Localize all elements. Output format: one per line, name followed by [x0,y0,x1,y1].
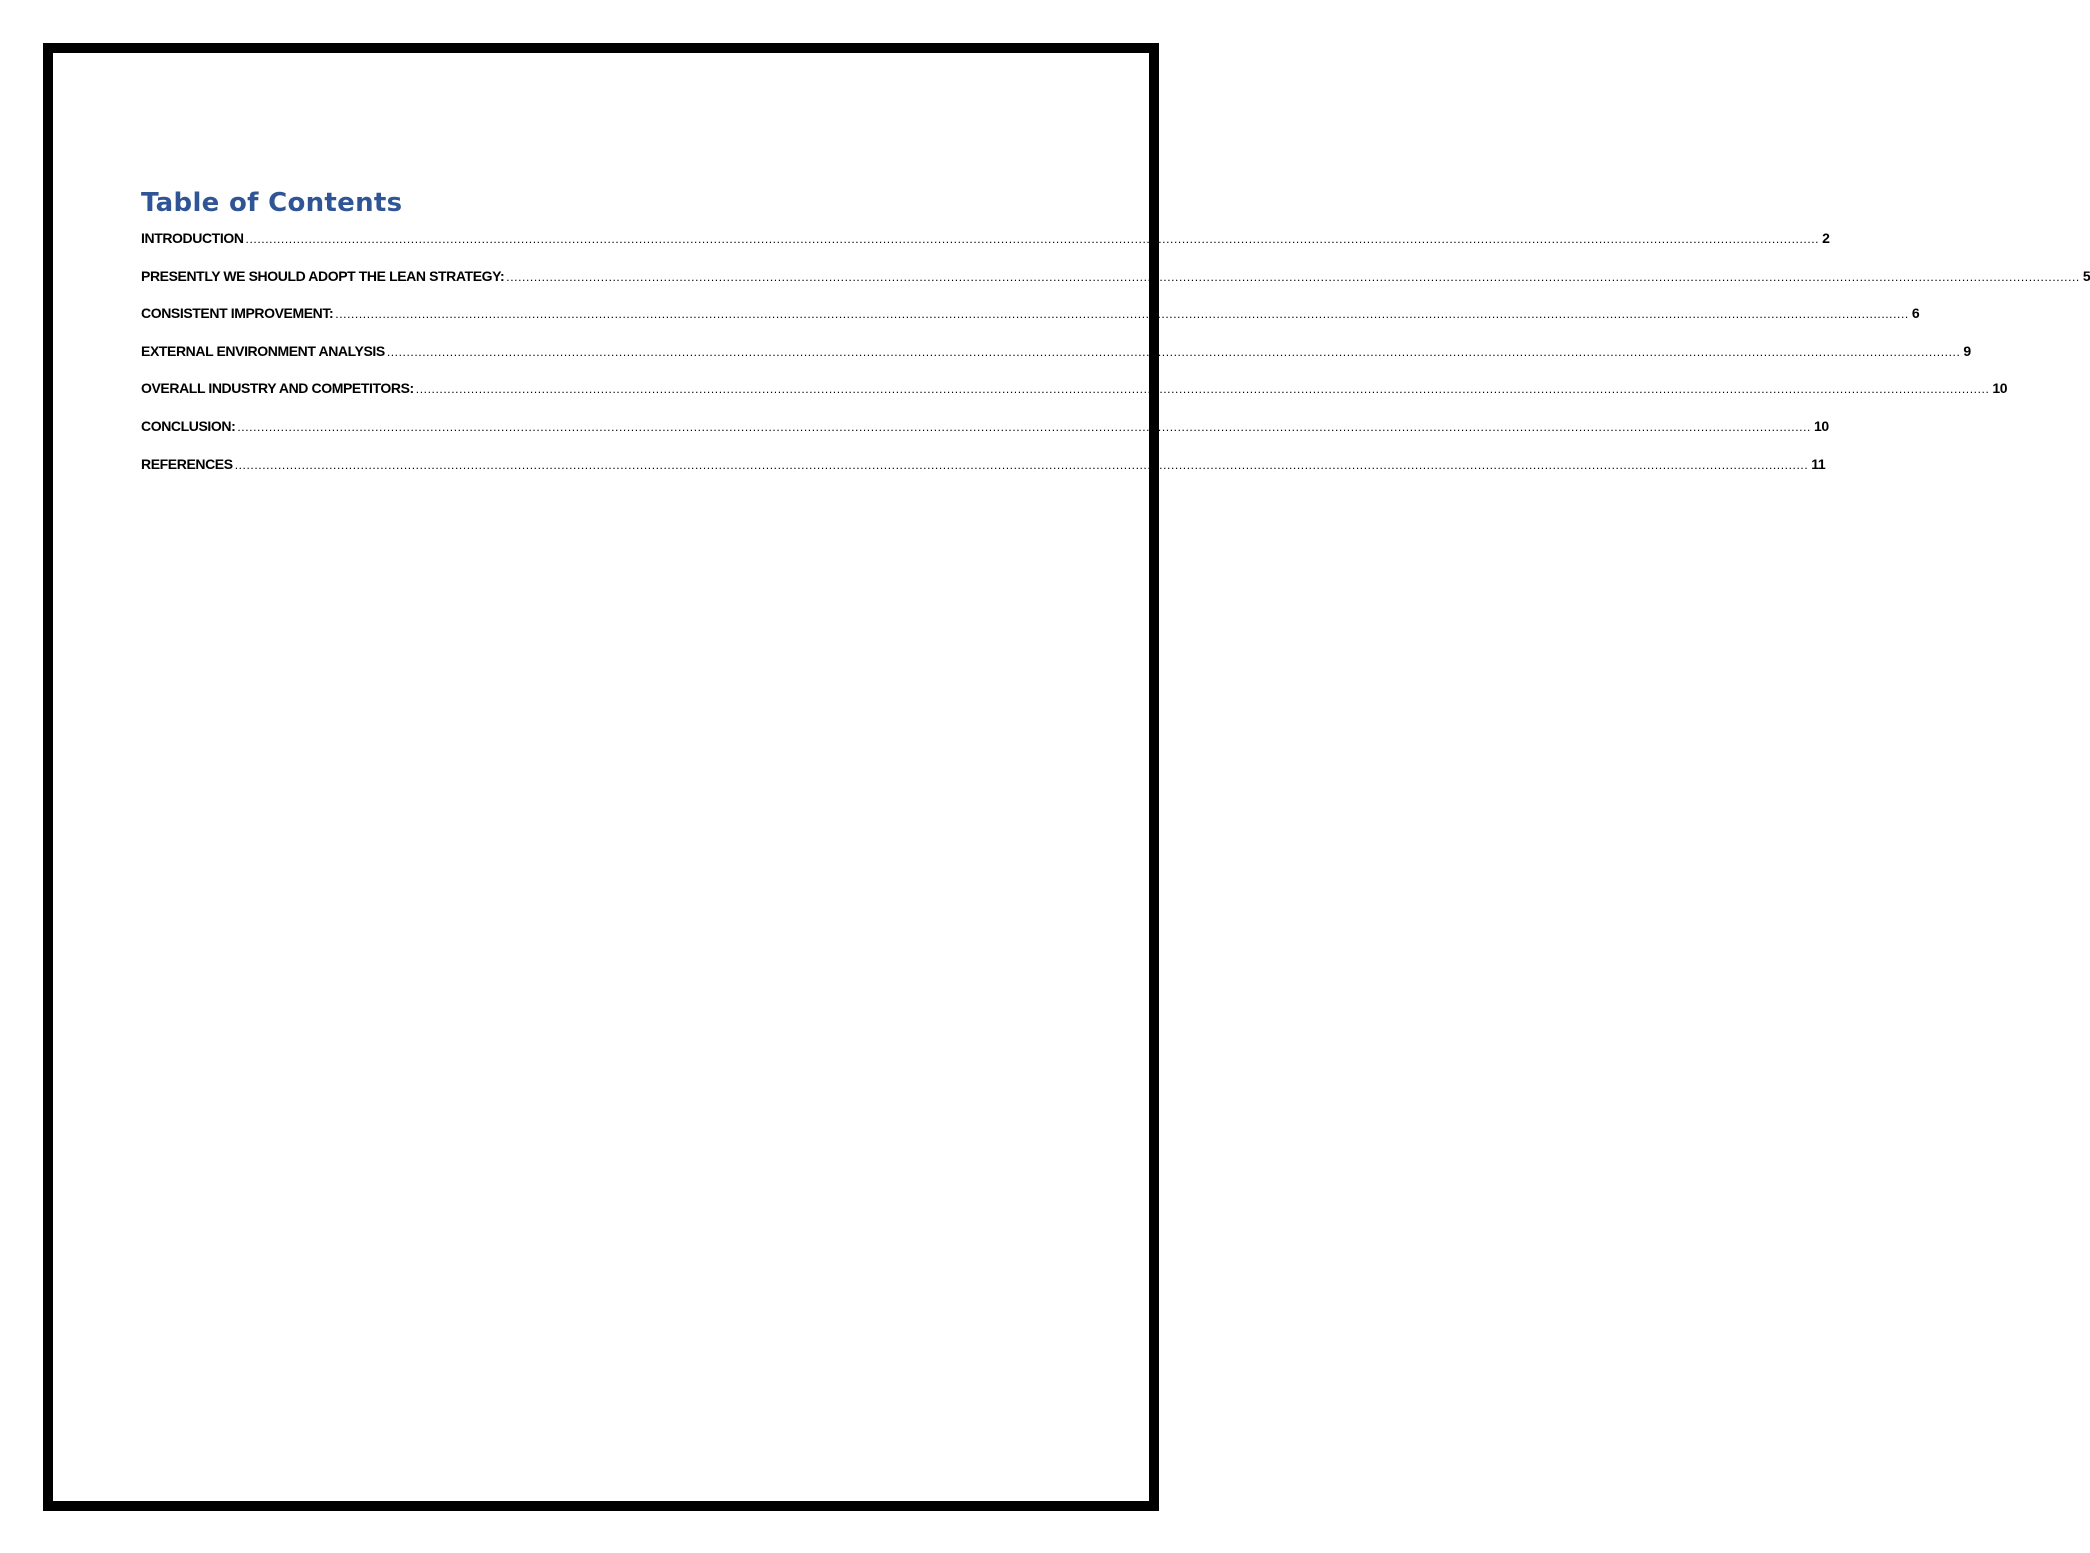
toc-dot-leader: ................................................................................................................................................................................................................................................................................................................................................................................................................ [335,307,1909,322]
table-of-contents [141,186,2090,493]
toc-entry-introduction[interactable] [141,230,1830,268]
toc-dot-leader: ................................................................................................................................................................................................................................................................................................................................................................................................................ [386,344,1961,359]
toc-page-number: 10 [1992,380,2008,397]
toc-dot-leader: ................................................................................................................................................................................................................................................................................................................................................................................................................ [506,269,2080,284]
toc-entry-label: OVERALL INDUSTRY AND COMPETITORS: [141,380,414,397]
toc-entry-label: EXTERNAL ENVIRONMENT ANALYSIS [141,342,385,359]
toc-page-number: 11 [1811,455,1826,472]
toc-page-number: 5 [2082,267,2090,284]
toc-entry-industry-competitors[interactable] [141,380,2008,418]
toc-entry-label: INTRODUCTION [141,230,244,246]
toc-dot-leader: ................................................................................................................................................................................................................................................................................................................................................................................................................ [237,419,1811,434]
toc-entry-conclusion[interactable] [141,417,1829,456]
toc-entry-label: PRESENTLY WE SHOULD ADOPT THE LEAN STRATEGY: [141,267,505,284]
toc-entry-external-environment-analysis[interactable] [141,342,1971,381]
toc-entry-label: CONSISTENT IMPROVEMENT: [141,305,334,322]
toc-entry-consistent-improvement[interactable] [141,305,1920,343]
toc-page-number: 2 [1822,230,1830,246]
toc-page-number: 6 [1911,305,1920,322]
toc-dot-leader: ................................................................................................................................................................................................................................................................................................................................................................................................................ [415,382,1990,397]
toc-entry-references[interactable] [141,455,1826,494]
toc-dot-leader: ................................................................................................................................................................................................................................................................................................................................................................................................................ [245,232,1820,246]
toc-list [141,230,2090,493]
toc-page-number: 10 [1813,417,1829,434]
toc-entry-label: REFERENCES [141,455,233,472]
toc-entry-label: CONCLUSION: [141,417,236,434]
toc-entry-lean-strategy[interactable] [141,267,2090,306]
toc-dot-leader: ................................................................................................................................................................................................................................................................................................................................................................................................................ [234,457,1809,472]
toc-page-number: 9 [1963,342,1971,359]
toc-title: Table of Contents [141,188,403,218]
